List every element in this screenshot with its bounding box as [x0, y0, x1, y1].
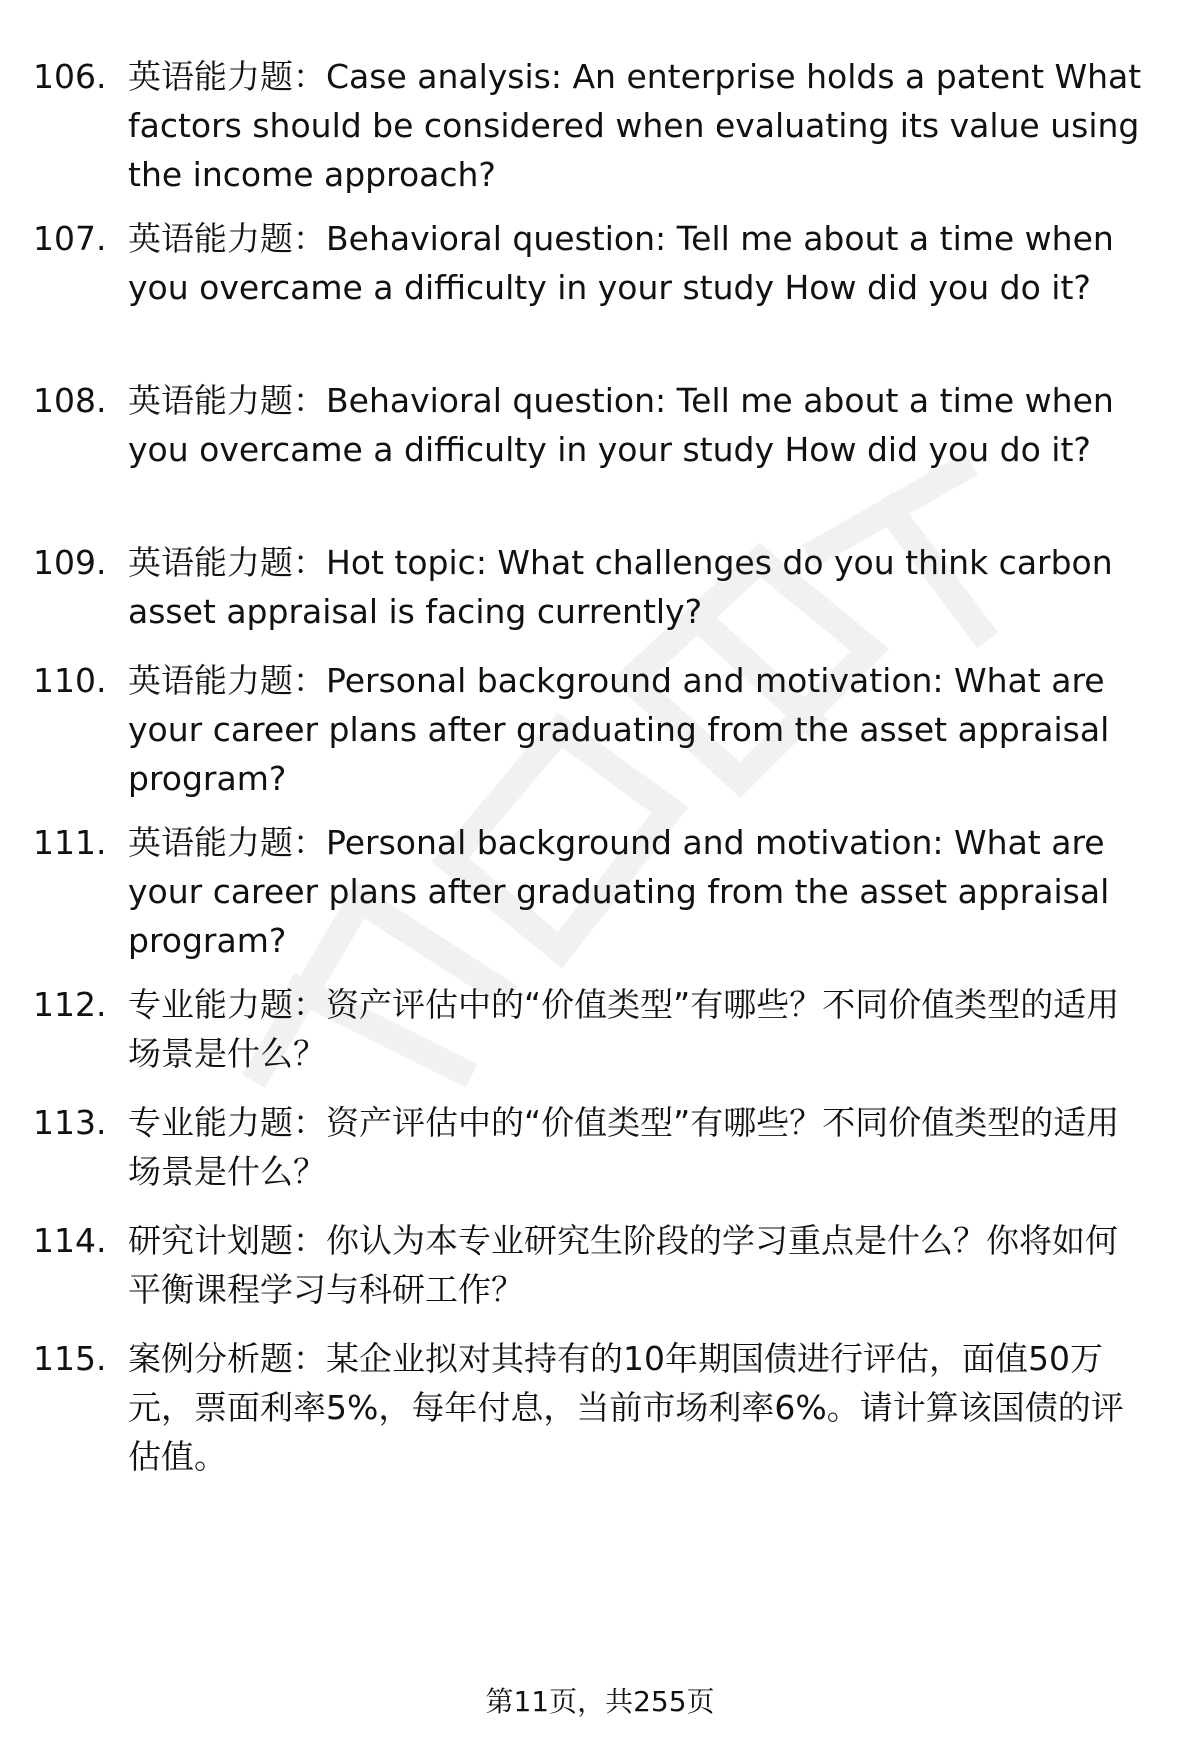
question-number: 112.	[33, 985, 107, 1024]
question-number: 115.	[33, 1339, 107, 1378]
question-text: 英语能力题：Case analysis: An enterprise holds a patent What factors should be considered when evaluating its value using the income approach?	[128, 57, 1142, 194]
question-number: 109.	[33, 543, 107, 582]
page-footer: 第11页，共255页	[485, 1685, 715, 1718]
question-text: 英语能力题：Behavioral question: Tell me about a time when you overcame a difficulty in your study How did you do it?	[128, 381, 1114, 469]
question-text: 专业能力题：资产评估中的“价值类型”有哪些？不同价值类型的适用场景是什么？	[128, 1103, 1120, 1191]
question-text: 研究计划题：你认为本专业研究生阶段的学习重点是什么？你将如何平衡课程学习与科研工作？	[128, 1221, 1118, 1309]
question-number: 107.	[33, 219, 107, 258]
question-number: 108.	[33, 381, 107, 420]
question-text: 英语能力题：Personal background and motivation: What are your career plans after graduating from the asset appraisal program?	[128, 661, 1110, 798]
question-number: 110.	[33, 661, 107, 700]
question-text: 英语能力题：Hot topic: What challenges do you think carbon asset appraisal is facing currently?	[128, 543, 1113, 631]
question-text: 专业能力题：资产评估中的“价值类型”有哪些？不同价值类型的适用场景是什么？	[128, 985, 1120, 1073]
question-number: 106.	[33, 57, 107, 96]
question-text: 案例分析题：某企业拟对其持有的10年期国债进行评估，面值50万元，票面利率5%，每年付息，当前市场利率6%。请计算该国债的评估值。	[128, 1339, 1124, 1476]
question-number: 113.	[33, 1103, 107, 1142]
question-number: 111.	[33, 823, 107, 862]
question-text: 英语能力题：Behavioral question: Tell me about a time when you overcame a difficulty in your study How did you do it?	[128, 219, 1114, 307]
question-text: 英语能力题：Personal background and motivation: What are your career plans after graduating from the asset appraisal program?	[128, 823, 1110, 960]
question-number: 114.	[33, 1221, 107, 1260]
